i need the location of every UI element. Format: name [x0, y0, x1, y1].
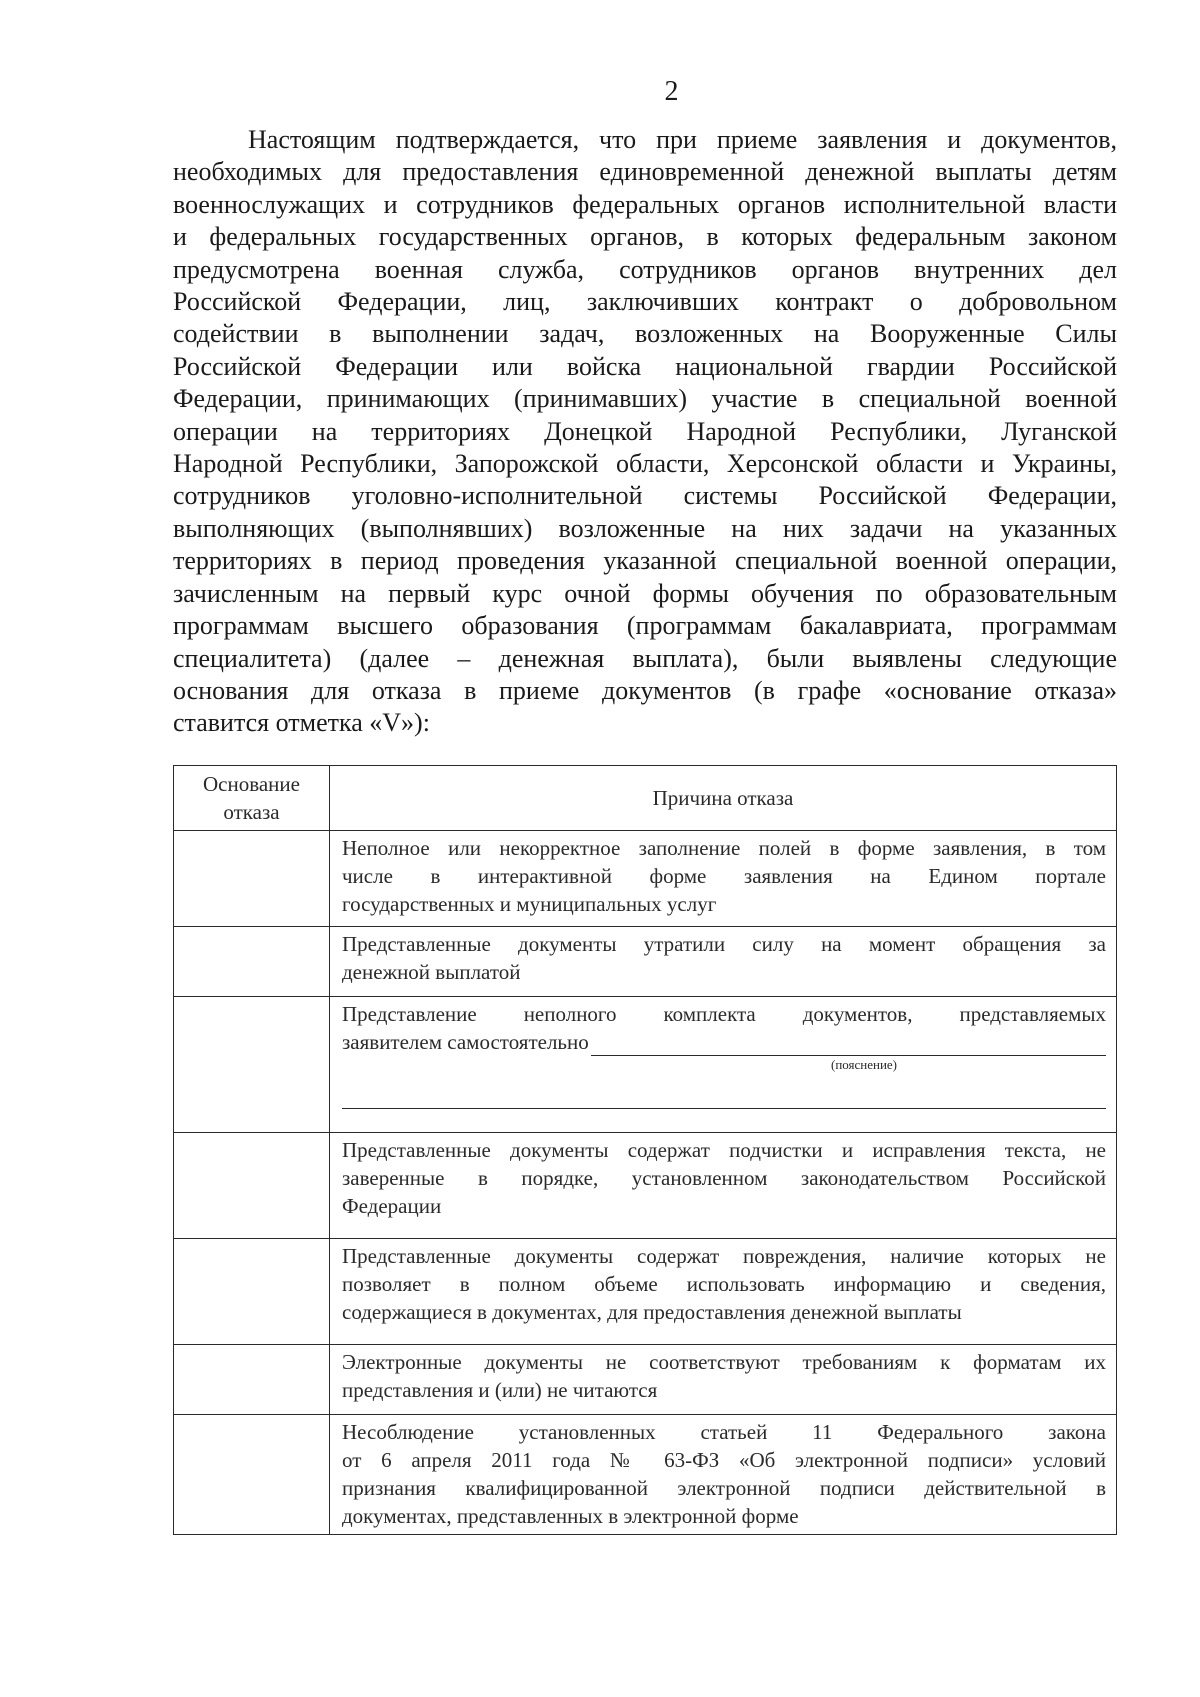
- intro-line: военнослужащих и сотрудников федеральных органов исполнительной власти: [173, 189, 1117, 219]
- intro-line: операции на территориях Донецкой Народной Республики, Луганской: [173, 416, 1117, 446]
- reason-line: Представленные документы содержат повреждения, наличие которых не: [342, 1244, 1106, 1268]
- intro-line: выполняющих (выполнявших) возложенные на них задачи на указанных: [173, 513, 1117, 543]
- reason-line: документах, представленных в электронной форме: [342, 1504, 799, 1528]
- intro-line: зачисленным на первый курс очной формы обучения по образовательным: [173, 578, 1117, 608]
- reason-line: денежной выплатой: [342, 960, 521, 984]
- table-row: [174, 1239, 1117, 1345]
- intro-line: Российской Федерации или войска национальной гвардии Российской: [173, 351, 1117, 381]
- reason-line: государственных и муниципальных услуг: [342, 892, 717, 916]
- intro-line: и федеральных государственных органов, в которых федеральным законом: [173, 222, 1117, 252]
- reason-line: содержащиеся в документах, для предоставления денежной выплаты: [342, 1300, 962, 1324]
- intro-line: предусмотрена военная служба, сотрудников органов внутренних дел: [173, 254, 1117, 284]
- table-row: [174, 831, 1117, 927]
- refusal-mark-cell[interactable]: [174, 1239, 330, 1345]
- refusal-mark-cell[interactable]: [174, 831, 330, 927]
- table-row: [174, 1415, 1117, 1535]
- refusal-reason-cell: [330, 831, 1117, 927]
- refusal-reasons-table: [173, 765, 1117, 1535]
- refusal-mark-cell[interactable]: [174, 1133, 330, 1239]
- refusal-mark-cell[interactable]: [174, 927, 330, 997]
- reason-line: позволяет в полном объеме использовать информацию и сведения,: [342, 1272, 1106, 1296]
- table-row: [174, 997, 1117, 1133]
- intro-line: Российской Федерации, лиц, заключивших контракт о добровольном: [173, 287, 1117, 317]
- header-refusal-basis: Основание отказа: [174, 766, 330, 831]
- explanation-field-row: [342, 1028, 1106, 1056]
- reason-line: числе в интерактивной форме заявления на Едином портале: [342, 864, 1106, 888]
- refusal-mark-cell[interactable]: [174, 1345, 330, 1415]
- intro-line: Народной Республики, Запорожской области, Херсонской области и Украины,: [173, 449, 1117, 479]
- reason-line: Неполное или некорректное заполнение полей в форме заявления, в том: [342, 836, 1106, 860]
- refusal-reason-cell: [330, 1415, 1117, 1535]
- intro-line: ставится отметка «V»):: [173, 708, 430, 738]
- reason-line: Федерации: [342, 1194, 442, 1218]
- intro-line: необходимых для предоставления единовременной денежной выплаты детям: [173, 157, 1117, 187]
- reason-line: от 6 апреля 2011 года № 63-ФЗ «Об электронной подписи» условий: [342, 1448, 1106, 1472]
- intro-line: Настоящим подтверждается, что при приеме заявления и документов,: [248, 125, 1117, 154]
- intro-line: содействии в выполнении задач, возложенных на Вооруженные Силы: [173, 319, 1117, 349]
- page-number: 2: [664, 76, 679, 107]
- reason-line: Представленные документы утратили силу на момент обращения за: [342, 932, 1106, 956]
- reason-line: Несоблюдение установленных статьей 11 Федерального закона: [342, 1420, 1106, 1444]
- reason-line: заверенные в порядке, установленном законодательством Российской: [342, 1166, 1106, 1190]
- refusal-reason-cell: [330, 1345, 1117, 1415]
- header-refusal-reason: Причина отказа: [330, 766, 1117, 831]
- table-row: [174, 1133, 1117, 1239]
- intro-line: Федерации, принимающих (принимавших) участие в специальной военной: [173, 384, 1117, 414]
- explanation-input-line[interactable]: [591, 1033, 1106, 1056]
- intro-line: программам высшего образования (программам бакалавриата, программам: [173, 611, 1117, 641]
- intro-line: сотрудников уголовно-исполнительной системы Российской Федерации,: [173, 481, 1117, 511]
- table-row: [174, 927, 1117, 997]
- intro-paragraph: [173, 124, 1117, 740]
- explanation-input-line-2[interactable]: [342, 1072, 1106, 1109]
- reason-line: заявителем самостоятельно: [342, 1030, 589, 1054]
- intro-line: территориях в период проведения указанной специальной военной операции,: [173, 546, 1117, 576]
- refusal-reason-cell: [330, 1133, 1117, 1239]
- explanation-hint: (пояснение): [830, 1057, 898, 1072]
- reason-line: Представленные документы содержат подчистки и исправления текста, не: [342, 1138, 1106, 1162]
- refusal-reason-cell: [330, 1239, 1117, 1345]
- reason-line: Представление неполного комплекта документов, представляемых: [342, 1002, 1106, 1026]
- refusal-mark-cell[interactable]: [174, 997, 330, 1133]
- reason-line: Электронные документы не соответствуют требованиям к форматам их: [342, 1350, 1106, 1374]
- refusal-reason-cell: [330, 927, 1117, 997]
- reason-line: признания квалифицированной электронной подписи действительной в: [342, 1476, 1106, 1500]
- intro-line: специалитета) (далее – денежная выплата), были выявлены следующие: [173, 643, 1117, 673]
- intro-line: основания для отказа в приеме документов (в графе «основание отказа»: [173, 675, 1117, 705]
- reason-line: представления и (или) не читаются: [342, 1378, 658, 1402]
- table-row: [174, 1345, 1117, 1415]
- refusal-mark-cell[interactable]: [174, 1415, 330, 1535]
- refusal-reason-cell: [330, 997, 1117, 1133]
